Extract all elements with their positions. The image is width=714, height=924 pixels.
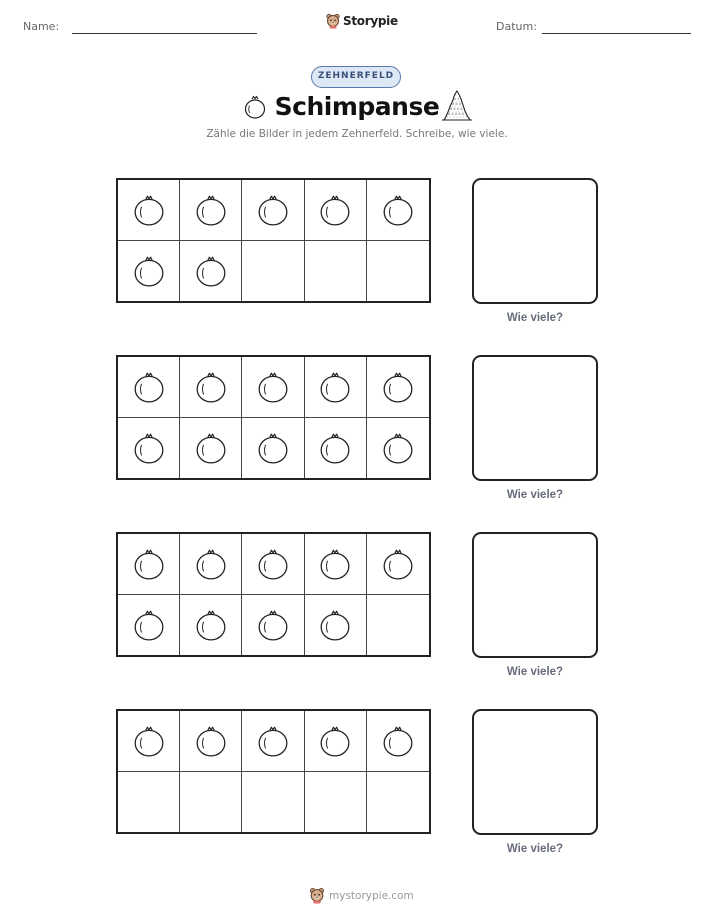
footer-url: mystorypie.com: [329, 889, 414, 902]
fruit-icon: [195, 608, 227, 642]
brand-name: Storypie: [343, 14, 398, 28]
fruit-icon: [243, 94, 267, 120]
answer-box-2[interactable]: [472, 355, 598, 481]
ten-frame-cell: [367, 418, 429, 479]
fruit-icon: [319, 724, 351, 758]
fruit-icon: [319, 431, 351, 465]
ten-frame-cell: [367, 534, 429, 595]
answer-box-4[interactable]: [472, 709, 598, 835]
fruit-icon: [382, 547, 414, 581]
answer-box-3[interactable]: [472, 532, 598, 658]
name-line[interactable]: [72, 33, 257, 34]
fruit-icon: [133, 608, 165, 642]
name-label: Name:: [23, 20, 60, 33]
fruit-icon: [195, 547, 227, 581]
ten-frame-cell: [118, 711, 180, 772]
fruit-icon: [133, 370, 165, 404]
termite-mound-icon: [441, 89, 473, 123]
ten-frame-cell: [305, 418, 367, 479]
ten-frame-cell: [118, 595, 180, 656]
footer: [309, 887, 414, 904]
fruit-icon: [382, 431, 414, 465]
fruit-icon: [257, 193, 289, 227]
ten-frame-cell: [118, 357, 180, 418]
fruit-icon: [319, 370, 351, 404]
storypie-logo: [326, 13, 398, 29]
fruit-icon: [195, 254, 227, 288]
ten-frame-cell: [118, 772, 180, 833]
fruit-icon: [382, 724, 414, 758]
ten-frame-cell: [242, 534, 304, 595]
fruit-icon: [257, 370, 289, 404]
answer-prompt-2: Wie viele?: [506, 489, 564, 501]
fruit-icon: [195, 724, 227, 758]
fruit-icon: [257, 431, 289, 465]
fruit-icon: [257, 608, 289, 642]
ten-frame-cell: [242, 418, 304, 479]
ten-frame-cell: [305, 772, 367, 833]
fruit-icon: [133, 431, 165, 465]
ten-frame-cell: [118, 418, 180, 479]
ten-frame-cell: [180, 595, 242, 656]
fruit-icon: [257, 724, 289, 758]
bear-icon: [326, 13, 340, 29]
ten-frame-1: [116, 178, 431, 303]
ten-frame-cell: [118, 180, 180, 241]
ten-frame-cell: [180, 711, 242, 772]
fruit-icon: [382, 370, 414, 404]
fruit-icon: [319, 193, 351, 227]
answer-prompt-4: Wie viele?: [506, 843, 564, 855]
ten-frame-cell: [242, 357, 304, 418]
fruit-icon: [382, 193, 414, 227]
ten-frame-cell: [367, 772, 429, 833]
ten-frame-cell: [180, 241, 242, 302]
ten-frame-cell: [305, 241, 367, 302]
ten-frame-cell: [367, 180, 429, 241]
ten-frame-3: [116, 532, 431, 657]
ten-frame-cell: [367, 241, 429, 302]
fruit-icon: [133, 547, 165, 581]
ten-frame-cell: [180, 418, 242, 479]
ten-frame-cell: [367, 357, 429, 418]
ten-frame-2: [116, 355, 431, 480]
ten-frame-cell: [180, 357, 242, 418]
ten-frame-cell: [242, 772, 304, 833]
ten-frame-cell: [305, 357, 367, 418]
ten-frame-cell: [305, 711, 367, 772]
ten-frame-cell: [242, 711, 304, 772]
fruit-icon: [319, 547, 351, 581]
fruit-icon: [133, 254, 165, 288]
ten-frame-4: [116, 709, 431, 834]
answer-prompt-1: Wie viele?: [506, 312, 564, 324]
fruit-icon: [195, 370, 227, 404]
fruit-icon: [195, 431, 227, 465]
ten-frame-cell: [242, 241, 304, 302]
ten-frame-cell: [242, 180, 304, 241]
date-label: Datum:: [496, 20, 537, 33]
ten-frame-cell: [305, 534, 367, 595]
ten-frame-cell: [118, 241, 180, 302]
worksheet-type-badge: ZEHNERFELD: [311, 66, 401, 88]
page-title: Schimpanse: [274, 92, 440, 121]
ten-frame-cell: [180, 772, 242, 833]
answer-prompt-3: Wie viele?: [506, 666, 564, 678]
ten-frame-cell: [180, 180, 242, 241]
ten-frame-cell: [305, 180, 367, 241]
ten-frame-cell: [242, 595, 304, 656]
ten-frame-cell: [367, 595, 429, 656]
fruit-icon: [133, 724, 165, 758]
ten-frame-cell: [118, 534, 180, 595]
fruit-icon: [319, 608, 351, 642]
ten-frame-cell: [180, 534, 242, 595]
ten-frame-cell: [367, 711, 429, 772]
bear-icon: [309, 887, 325, 904]
answer-box-1[interactable]: [472, 178, 598, 304]
ten-frame-cell: [305, 595, 367, 656]
instructions: Zähle die Bilder in jedem Zehnerfeld. Schreibe, wie viele.: [206, 128, 508, 140]
date-line[interactable]: [542, 33, 691, 34]
fruit-icon: [133, 193, 165, 227]
fruit-icon: [257, 547, 289, 581]
fruit-icon: [195, 193, 227, 227]
